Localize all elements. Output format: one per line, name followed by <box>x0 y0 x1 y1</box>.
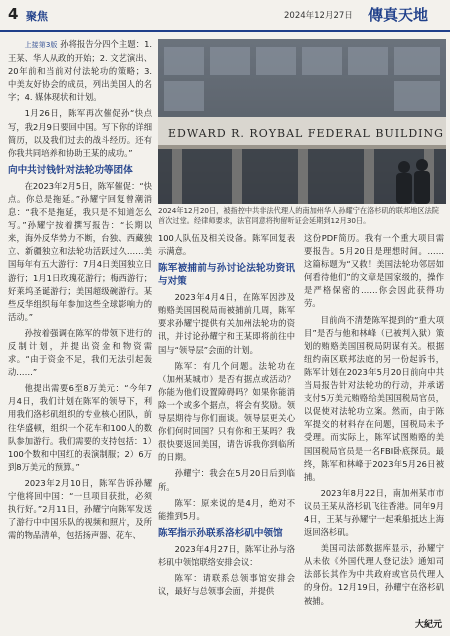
article-paragraph: 孙耀宁：我会在5月20日后到临所。 <box>158 468 295 492</box>
page-header <box>0 0 450 32</box>
column-1 <box>8 38 152 545</box>
photo-caption: 2024年12月20日，被指控中共非法代理人的南加州华人孙耀宁在洛杉矶的联邦地区法院首次过堂。经律师要求，法官同意将拘留听证会延期到12月30日。 <box>158 206 439 225</box>
article-paragraph: 孙按着强调在陈军的带领下进行的反制计划，并提出资金和物资需求。“由于资金不足，我们无法引起轰动……” <box>8 327 152 378</box>
section-title: 聚焦 <box>26 10 48 23</box>
article-paragraph: 2023年8月22日，南加州某市市议员王某从洛杉矶飞往香港。同年9月4日，王某与孙耀宁一起乘船抵达上海返回洛杉矶。 <box>304 487 444 538</box>
source-byline: 大紀元 <box>414 620 442 630</box>
continued-from-label: 上接第3版 <box>24 41 58 49</box>
article-paragraph: 2023年4月4日，在陈军因涉及贿赂美国国税局而被捕前几周，陈军要求孙耀宁提供有关加州法轮功的资讯，并讨论孙耀宁和王某即将前往中国与“领导层”会面的计划。 <box>158 292 295 355</box>
article-headline: 向中共讨钱针对法轮功等团体 <box>8 164 133 176</box>
article-paragraph: 陈军：有几个问题。法轮功在（加州某城市）是否有据点或活动？你能为他们设置障碍吗？如果你能消除一个或多个据点，将会有奖励。领导层期待与你们面谈。领导层更关心你们何时回国？只有你和王某吗？我很快要返回美国，请告诉我你到临所的日期。 <box>158 360 295 463</box>
article-paragraph: 2023年4月27日，陈军让孙与洛杉矶中领馆联络安排会议： <box>158 543 295 567</box>
issue-date: 2024年12月27日 <box>284 11 353 21</box>
col1-paragraph: 1月26日，陈军再次催促孙“快点写，我2月9日要回中国。写下你的详细简历，以及我们过去的战斗经历。还有你我共同培养和协助王某的成功。” <box>8 108 152 158</box>
article-headline: 陈军被捕前与孙讨论法轮功资讯与对策 <box>158 263 295 288</box>
article-paragraph: 美国司法部数据库显示，孙耀宁从未依《外国代理人登记法》通知司法部长其作为中共政府或官员代理人的身份。12月19日，孙耀宁在洛杉矶被捕。 <box>304 543 444 606</box>
article-paragraph: 陈军：请联系总领事馆安排会议，最好与总领事会面，并提供 <box>158 572 295 597</box>
col1-intro-paragraph: 上接第3版 孙将报告分四个主题：1. 王某、华人从政的开始；2. 文艺演出、20年前和当前对付法轮功的策略；3. 中美友好协会的成员，列出美国人的名字；4. 媒体现状和计划。 <box>8 39 152 103</box>
article-paragraph: 他提出需要6至8万美元：“今年7月4日，我们计划在陈军的领导下，利用我们洛杉矶组织的专业核心团队，前往华盛顿，组织一个花车和100人的数队参加游行。我们需要的支持包括：1）100个数和中国红的表演制服；2）6万到8万美元的预算。” <box>8 383 152 472</box>
article-paragraph: 2023年2月10日，陈军告诉孙耀宁他将回中国：“一旦项目获批，必须执行好。”2月11日，孙耀宁向陈军发送了游行中中国乐队的视频和照片，及所需的物品清单，包括扬声器、花车、 <box>8 477 152 541</box>
article-paragraph: 陈军：原来说的是4月，绝对不能推到5月。 <box>158 497 295 521</box>
article-paragraph: 这份PDF简历。我有一个重大项目需要报告。5月20日是理想时间。……这篇标题为“又救！美国法轮功邻居如何看待他们”的文章是国家级的，操作是严格保密的……你会因此获得功劳。 <box>304 233 444 309</box>
article-paragraph: 在2023年2月5日，陈军催促：“快点。你总是拖延。”孙耀宁回复曾潮消息：“我不是拖延，我只是不知道怎么写。”孙耀宁按着撰写报告：“长期以来，海外反华势力不断，台独、西藏独立、新疆独立和法轮功活跃过久……美国每年有五大游行：7月4日美国独立日游行；1月1日玫瑰花游行；梅西游行；好莱坞圣诞游行；美国超级碗游行。某些反华组织每年参加这些全球影响力的活动。” <box>8 180 152 322</box>
column-3 <box>304 232 444 611</box>
courthouse-photo <box>158 39 446 204</box>
building-sign-text: EDWARD R. ROYBAL FEDERAL BUILDING <box>168 127 444 140</box>
article-paragraph: 目前尚不清楚陈军提到的“重大项目”是否与他和林峰（已被判入狱）策划的贿赂美国国税局阴谋有关。根据纽约南区联邦法庭的另一份起诉书，陈军计划在2023年5月20日前向中共当局报告针对法轮功的行动，并承诺支付5万美元贿赂给美国国税局官员，以促使对法轮功立案。然而，由于陈军提交的材料存在问题，国税局未予受理。而实际上，陈军试图贿赂的美国国税局官员是一名FBI卧底探员。最终，陈军和林峰于2023年5月26日被捕。 <box>304 314 444 482</box>
column-2 <box>158 232 295 601</box>
building-illustration <box>158 39 446 204</box>
article-paragraph: 100人队伍及相关设备。陈军回复表示满意。 <box>158 233 295 257</box>
page-number: 4 <box>8 5 19 23</box>
article-headline: 陈军指示孙联系洛杉矶中领馆 <box>158 527 283 539</box>
publication-name: 傳真天地 <box>368 6 429 24</box>
